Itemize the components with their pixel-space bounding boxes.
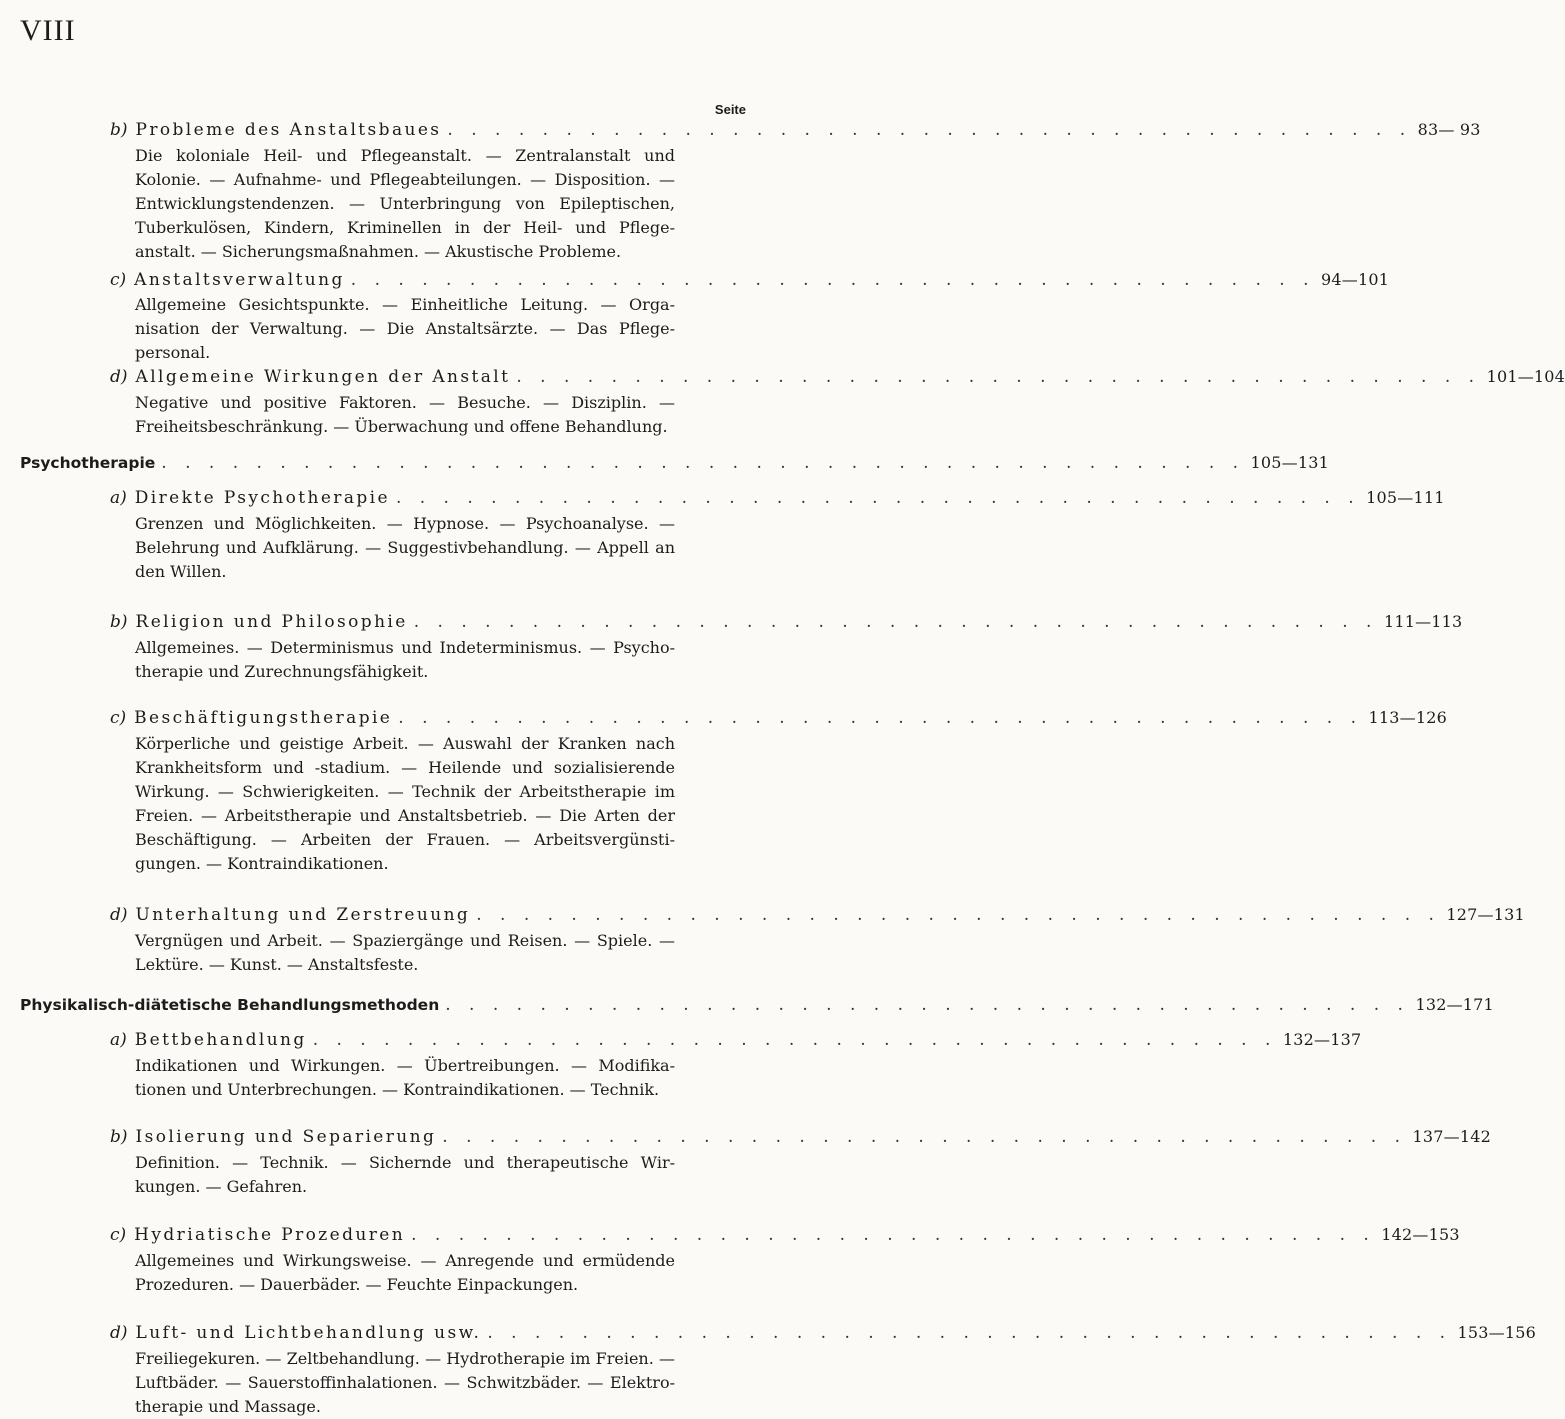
entry-pages: 137—142	[1412, 1127, 1491, 1146]
entry-title: Religion und Philosophie	[135, 612, 408, 632]
toc-entry[interactable]	[110, 118, 1481, 142]
entry-title: Anstaltsverwaltung	[134, 270, 345, 290]
toc-entry[interactable]	[110, 268, 1390, 292]
toc-entry[interactable]	[110, 1028, 1362, 1052]
entry-pages: 132—137	[1282, 1030, 1362, 1049]
entry-pages: 153—156	[1457, 1323, 1537, 1342]
dot-leader: . . . . . . . . . . . . . . . . . . . . . . . . . . . . . . . . . . . . . . . . .	[395, 488, 1361, 508]
dot-leader: . . . . . . . . . . . . . . . . . . . . . . . . . . . . . . . . . . . . . . . . .	[398, 708, 1363, 728]
toc-entry[interactable]	[110, 1125, 1491, 1149]
toc-entry[interactable]	[110, 486, 1445, 510]
entry-pages: 94—101	[1321, 270, 1390, 289]
toc-chapter[interactable]	[20, 451, 1330, 475]
entry-pages: 105—131	[1250, 453, 1330, 472]
entry-description: Körperliche und geistige Arbeit. — Auswahl der Kranken nach Krankheitsform und -stadium. — Heilende und sozialisierende Wirkung. — Schwierigkeiten. — Technik der Arbeitstherapie im Freien. — Arbeitstherapie und Anstaltsbetrieb. — Die Arten der Beschäftigung. — Arbeiten der Frauen. — Arbeitsvergünsti-gungen. — Kontraindikationen.	[135, 734, 675, 873]
entry-description: Indikationen und Wirkungen. — Übertreibungen. — Modifika-tionen und Unterbrechungen. — Kontraindikationen. — Technik.	[135, 1056, 675, 1099]
entry-description: Allgemeines. — Determinismus und Indeterminismus. — Psycho-therapie und Zurechnungsfähigkeit.	[135, 638, 675, 681]
dot-leader: . . . . . . . . . . . . . . . . . . . . . . . . . . . . . . . . . . . . . . . . .	[516, 367, 1481, 387]
entry-title: Luft- und Lichtbehandlung usw.	[135, 1323, 482, 1343]
entry-title: Allgemeine Wirkungen der Anstalt	[135, 367, 511, 387]
entry-pages: 111—113	[1383, 612, 1463, 631]
entry-title: Direkte Psychotherapie	[134, 488, 390, 508]
entry-description: Grenzen und Möglichkeiten. — Hypnose. — Psychoanalyse. — Belehrung und Aufklärung. — Suggestivbehandlung. — Appell an den Willen.	[135, 514, 675, 581]
dot-leader: . . . . . . . . . . . . . . . . . . . . . . . . . . . . . . . . . . . . . . . . . . . . . .	[161, 453, 1245, 473]
dot-leader: . . . . . . . . . . . . . . . . . . . . . . . . . . . . . . . . . . . . . . . . .	[312, 1030, 1277, 1050]
entry-description: Vergnügen und Arbeit. — Spaziergänge und Reisen. — Spiele. — Lektüre. — Kunst. — Anstaltsfeste.	[135, 931, 675, 974]
dot-leader: . . . . . . . . . . . . . . . . . . . . . . . . . . . . . . . . . . . . . . . . .	[445, 995, 1410, 1015]
toc-entry[interactable]	[110, 903, 1525, 927]
entry-letter: c)	[110, 708, 127, 728]
entry-pages: 127—131	[1446, 905, 1525, 924]
entry-title: Beschäftigungstherapie	[134, 708, 393, 728]
entry-letter: d)	[110, 905, 128, 925]
entry-description: Die koloniale Heil- und Pflegeanstalt. — Zentralanstalt und Kolonie. — Aufnahme- und Pflegeabteilungen. — Disposition. — Entwicklungstendenzen. — Unterbringung von Epileptischen, Tuberkulösen, Kindern, Kriminellen in der Heil- und Pflege-anstalt. — Sicherungsmaßnahmen. — Akustische Probleme.	[135, 146, 675, 261]
entry-letter: b)	[110, 612, 128, 632]
chapter-title: Psychotherapie	[20, 454, 156, 472]
dot-leader: . . . . . . . . . . . . . . . . . . . . . . . . . . . . . . . . . . . . . . . . .	[350, 270, 1316, 290]
entry-pages: 83— 93	[1417, 120, 1481, 139]
entry-letter: d)	[110, 1323, 128, 1343]
entry-description: Allgemeines und Wirkungsweise. — Anregende und ermüdende Prozeduren. — Dauerbäder. — Feuchte Einpackungen.	[135, 1251, 675, 1294]
toc-entry[interactable]	[110, 610, 1463, 634]
entry-pages: 101—104	[1486, 367, 1565, 386]
page-column-label: Seite	[714, 102, 746, 117]
dot-leader: . . . . . . . . . . . . . . . . . . . . . . . . . . . . . . . . . . . . . . . . .	[476, 905, 1441, 925]
entry-title: Bettbehandlung	[134, 1030, 307, 1050]
dot-leader: . . . . . . . . . . . . . . . . . . . . . . . . . . . . . . . . . . . . . . . . .	[442, 1127, 1407, 1147]
entry-description: Negative und positive Faktoren. — Besuche. — Disziplin. — Freiheitsbeschränkung. — Überwachung und offene Behandlung.	[135, 393, 675, 436]
toc-entry[interactable]	[110, 706, 1447, 730]
entry-pages: 132—171	[1415, 995, 1494, 1014]
entry-title: Hydriatische Prozeduren	[134, 1225, 406, 1245]
dot-leader: . . . . . . . . . . . . . . . . . . . . . . . . . . . . . . . . . . . . . . . . .	[411, 1225, 1376, 1245]
entry-title: Unterhaltung und Zerstreuung	[135, 905, 471, 925]
toc-entry[interactable]	[110, 1223, 1460, 1247]
page-number: VIII	[20, 14, 76, 47]
entry-letter: a)	[110, 1030, 127, 1050]
toc-entry[interactable]	[110, 365, 1565, 389]
entry-letter: c)	[110, 270, 127, 290]
entry-pages: 113—126	[1368, 708, 1447, 727]
entry-letter: b)	[110, 1127, 128, 1147]
dot-leader: . . . . . . . . . . . . . . . . . . . . . . . . . . . . . . . . . . . . . . . . .	[487, 1323, 1452, 1343]
entry-description: Allgemeine Gesichtspunkte. — Einheitliche Leitung. — Orga-nisation der Verwaltung. — Die Anstaltsärzte. — Das Pflege-personal.	[135, 295, 675, 362]
entry-letter: b)	[110, 120, 128, 140]
entry-title: Isolierung und Separierung	[135, 1127, 437, 1147]
entry-pages: 142—153	[1381, 1225, 1460, 1244]
toc-entry[interactable]	[110, 1321, 1537, 1345]
chapter-title: Physikalisch-diätetische Behandlungsmethoden	[20, 996, 440, 1014]
entry-letter: d)	[110, 367, 128, 387]
entry-letter: a)	[110, 488, 127, 508]
entry-pages: 105—111	[1366, 488, 1445, 507]
dot-leader: . . . . . . . . . . . . . . . . . . . . . . . . . . . . . . . . . . . . . . . . .	[447, 120, 1412, 140]
entry-description: Definition. — Technik. — Sichernde und therapeutische Wir-kungen. — Gefahren.	[135, 1153, 675, 1196]
dot-leader: . . . . . . . . . . . . . . . . . . . . . . . . . . . . . . . . . . . . . . . . .	[413, 612, 1378, 632]
entry-description: Freiliegekuren. — Zeltbehandlung. — Hydrotherapie im Freien. — Luftbäder. — Sauerstoffinhalationen. — Schwitzbäder. — Elektro-therapie und Massage.	[135, 1349, 675, 1416]
entry-letter: c)	[110, 1225, 127, 1245]
toc-chapter[interactable]	[20, 993, 1494, 1017]
entry-title: Probleme des Anstaltsbaues	[135, 120, 442, 140]
